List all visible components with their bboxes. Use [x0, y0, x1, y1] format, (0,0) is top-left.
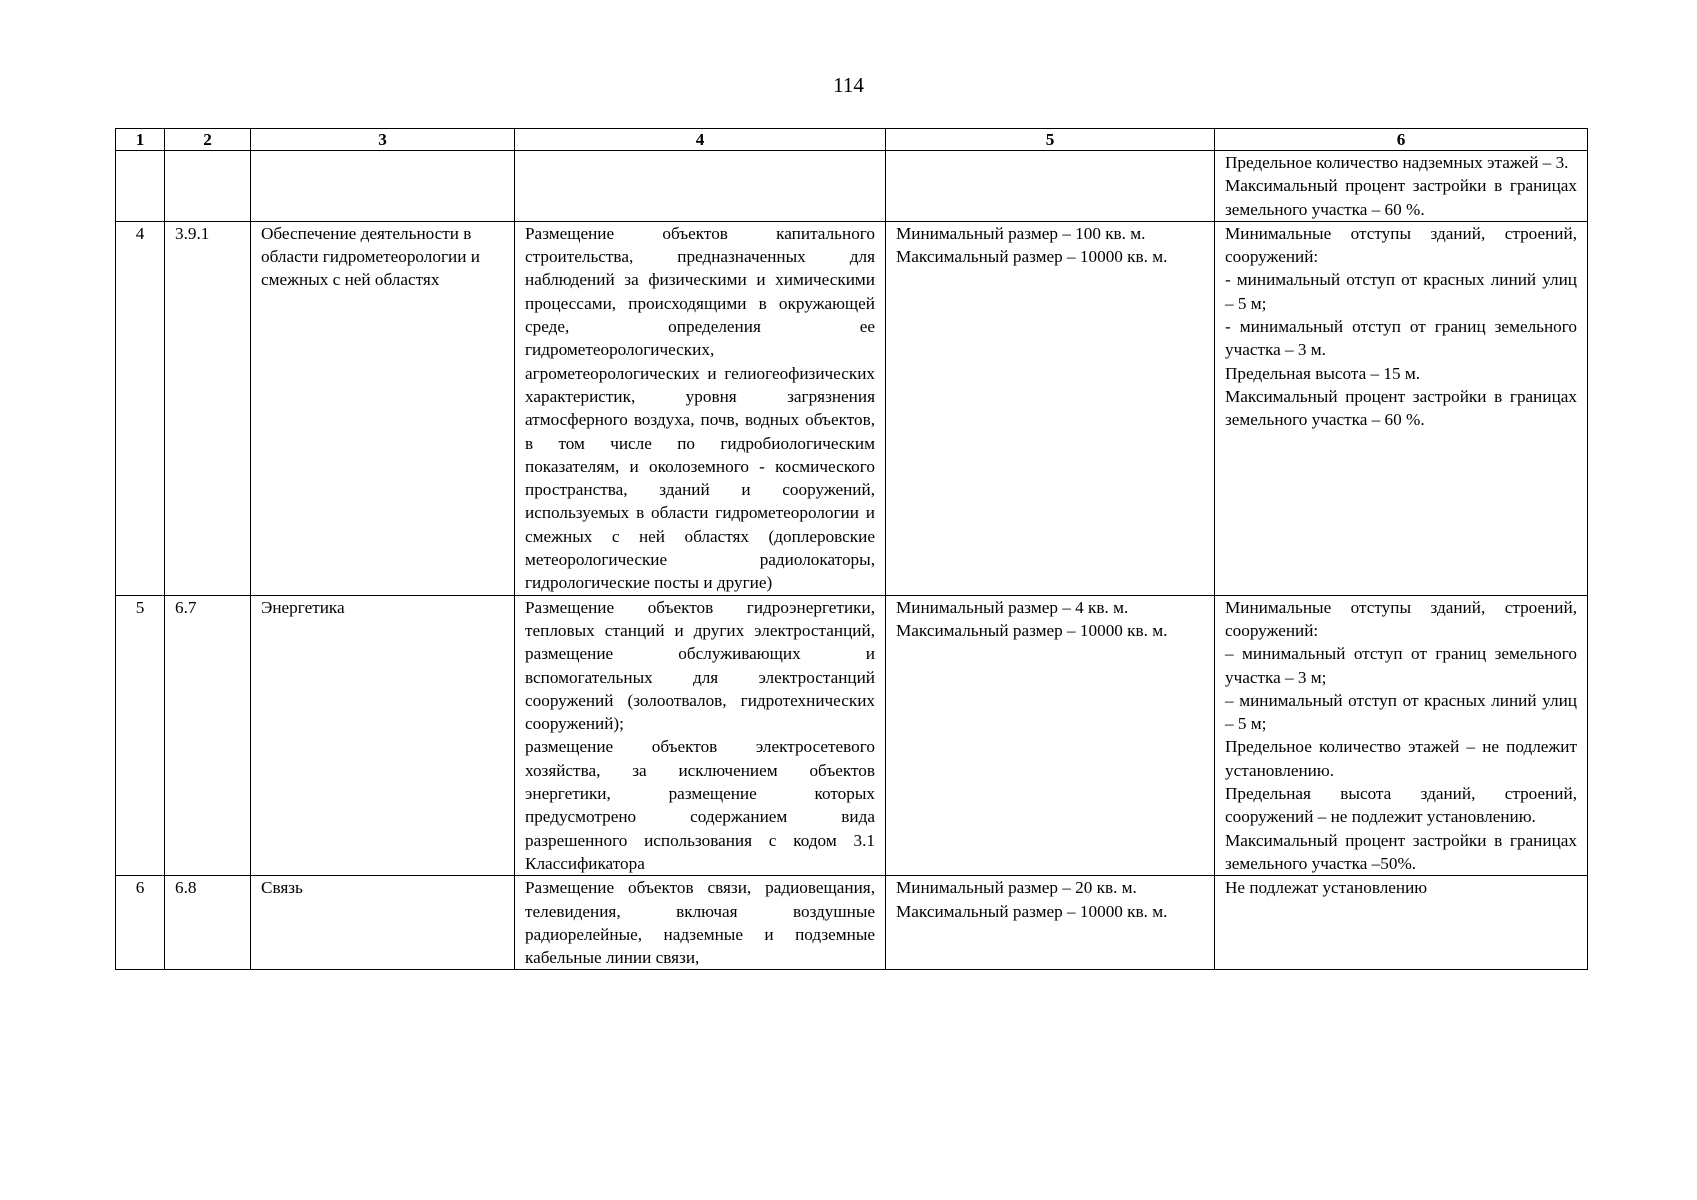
table-row: [116, 876, 1588, 970]
construction-params-line: Не подлежат установлению: [1225, 878, 1428, 898]
page-number: 114: [833, 73, 864, 97]
construction-params-line: Максимальный процент застройки в границах земельного участка – 60 %.: [1225, 386, 1577, 430]
construction-params-line: - минимальный отступ от красных линий улиц – 5 м;: [1225, 270, 1577, 313]
plot-size-line: Минимальный размер – 4 кв. м.: [896, 597, 1129, 617]
use-description-line: размещение объектов электросетевого хозяйства, за исключением объектов энергетики, размещение которых предусмотрено содержанием вида разрешенного использования с кодом 3.1 Классификатора: [525, 737, 875, 873]
use-name: Энергетика: [251, 595, 515, 876]
land-use-table: [115, 128, 1588, 970]
use-description: [515, 151, 886, 222]
use-description: [515, 876, 886, 970]
use-description-line: Размещение объектов капитального строительства, предназначенных для наблюдений за физическими и химическими процессами, происходящими в окружающей среде, определения ее гидрометеорологических, агрометеорологических и гелиогеофизических характеристик, уровня загрязнения атмосферного воздуха, почв, водных объектов, в том числе по гидробиологическим показателям, и околоземного - космического пространства, зданий и сооружений, используемых в области гидрометеорологии и смежных с ней областях (доплеровские метеорологические радиолокаторы, гидрологические посты и другие): [525, 223, 875, 593]
column-header-1: 1: [116, 129, 165, 151]
plot-size: [886, 876, 1215, 970]
plot-size-line: Минимальный размер – 20 кв. м.: [896, 878, 1137, 898]
construction-params-line: Минимальные отступы зданий, строений, сооружений:: [1225, 223, 1577, 267]
use-description-line: Размещение объектов гидроэнергетики, тепловых станций и других электростанций, размещение обслуживающих и вспомогательных для электростанций сооружений (золоотвалов, гидротехнических сооружений);: [525, 597, 875, 734]
plot-size-line: Минимальный размер – 100 кв. м.: [896, 223, 1146, 243]
column-header-5: 5: [886, 129, 1215, 151]
use-code: [165, 151, 251, 222]
column-header-3: 3: [251, 129, 515, 151]
use-name: Связь: [251, 876, 515, 970]
use-name: [251, 151, 515, 222]
row-number: [116, 151, 165, 222]
plot-size: [886, 595, 1215, 876]
construction-params: [1215, 876, 1588, 970]
table-row: [116, 151, 1588, 222]
use-description: [515, 221, 886, 595]
plot-size-line: Максимальный размер – 10000 кв. м.: [896, 620, 1168, 640]
plot-size-line: Максимальный размер – 10000 кв. м.: [896, 247, 1168, 267]
row-number: 4: [116, 221, 165, 595]
use-description-line: Размещение объектов связи, радиовещания, телевидения, включая воздушные радиорелейные, надземные и подземные кабельные линии связи,: [525, 878, 875, 968]
use-code: 6.7: [165, 595, 251, 876]
plot-size: [886, 221, 1215, 595]
construction-params-line: Максимальный процент застройки в границах земельного участка –50%.: [1225, 830, 1577, 873]
table-row: [116, 221, 1588, 595]
plot-size: [886, 151, 1215, 222]
table-row: [116, 595, 1588, 876]
construction-params: [1215, 151, 1588, 222]
construction-params-line: Предельная высота зданий, строений, сооружений – не подлежит установлению.: [1225, 784, 1577, 827]
use-name: Обеспечение деятельности в области гидрометеорологии и смежных с ней областях: [251, 221, 515, 595]
use-code: 6.8: [165, 876, 251, 970]
construction-params-line: - минимальный отступ от границ земельного участка – 3 м.: [1225, 317, 1577, 360]
construction-params-line: Предельное количество надземных этажей – 3.: [1225, 153, 1569, 172]
use-code: 3.9.1: [165, 221, 251, 595]
plot-size-line: Максимальный размер – 10000 кв. м.: [896, 901, 1168, 921]
header-row: [116, 129, 1588, 151]
construction-params: [1215, 595, 1588, 876]
column-header-6: 6: [1215, 129, 1588, 151]
construction-params-line: Минимальные отступы зданий, строений, сооружений:: [1225, 597, 1577, 640]
construction-params-line: Предельная высота – 15 м.: [1225, 363, 1421, 383]
construction-params-line: Максимальный процент застройки в границах земельного участка – 60 %.: [1225, 176, 1577, 219]
column-header-2: 2: [165, 129, 251, 151]
use-description: [515, 595, 886, 876]
construction-params-line: – минимальный отступ от границ земельного участка – 3 м;: [1225, 644, 1577, 687]
construction-params-line: – минимальный отступ от красных линий улиц – 5 м;: [1225, 690, 1577, 734]
construction-params: [1215, 221, 1588, 595]
row-number: 5: [116, 595, 165, 876]
row-number: 6: [116, 876, 165, 970]
construction-params-line: Предельное количество этажей – не подлежит установлению.: [1225, 737, 1577, 780]
column-header-4: 4: [515, 129, 886, 151]
